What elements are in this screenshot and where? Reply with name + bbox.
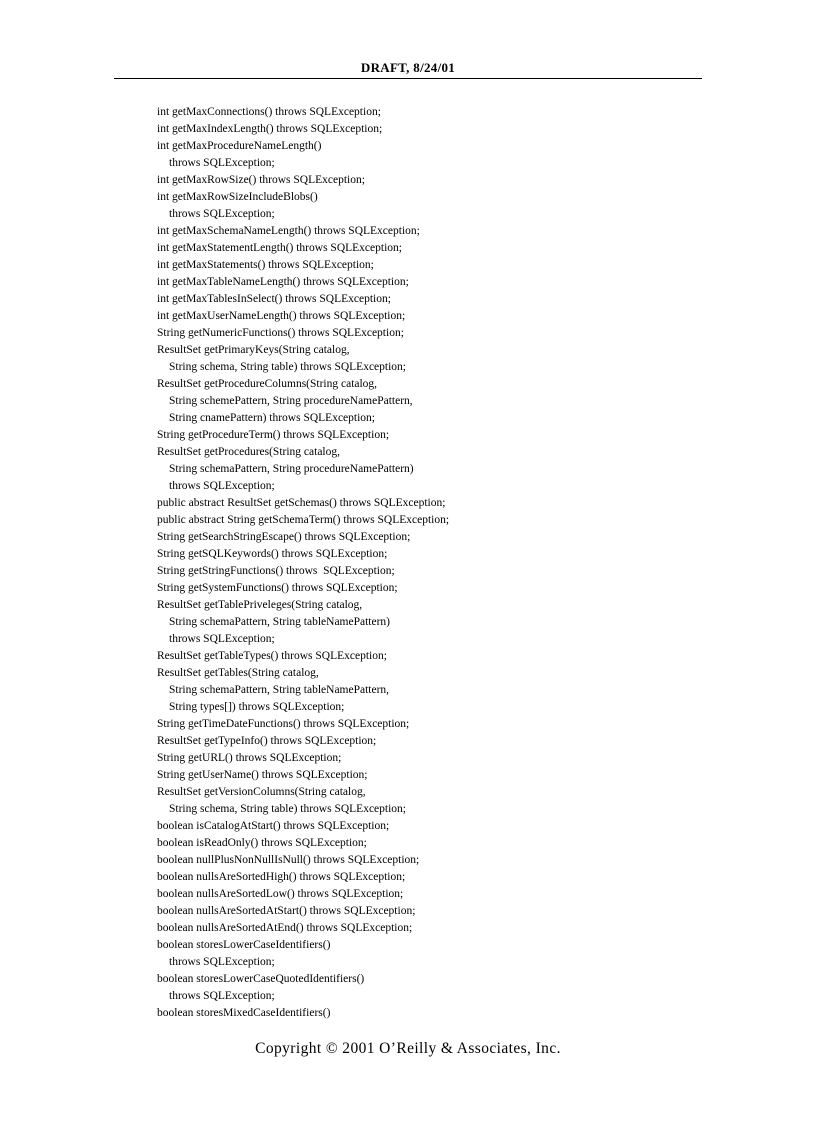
- code-line: int getMaxProcedureNameLength(): [157, 140, 322, 152]
- code-line: String getUserName() throws SQLException;: [157, 769, 368, 781]
- code-line: String schema, String table) throws SQLException;: [169, 361, 406, 373]
- code-line: String getNumericFunctions() throws SQLException;: [157, 327, 404, 339]
- code-line: String schema, String table) throws SQLException;: [169, 803, 406, 815]
- code-line: boolean isReadOnly() throws SQLException;: [157, 837, 367, 849]
- code-line: throws SQLException;: [169, 633, 275, 645]
- code-line: ResultSet getVersionColumns(String catalog,: [157, 786, 366, 798]
- code-line: String getStringFunctions() throws SQLException;: [157, 565, 395, 577]
- code-line: public abstract ResultSet getSchemas() throws SQLException;: [157, 497, 446, 509]
- code-line: boolean isCatalogAtStart() throws SQLException;: [157, 820, 390, 832]
- code-line: boolean storesLowerCaseQuotedIdentifiers(): [157, 973, 365, 985]
- code-line: int getMaxRowSize() throws SQLException;: [157, 174, 365, 186]
- code-line: throws SQLException;: [169, 157, 275, 169]
- code-line: int getMaxTableNameLength() throws SQLException;: [157, 276, 409, 288]
- header-draft-title: DRAFT, 8/24/01: [360, 60, 456, 75]
- code-line: int getMaxConnections() throws SQLException;: [157, 106, 381, 118]
- code-line: boolean nullsAreSortedAtStart() throws SQLException;: [157, 905, 416, 917]
- code-line: boolean storesMixedCaseIdentifiers(): [157, 1007, 331, 1019]
- code-line: String getSearchStringEscape() throws SQLException;: [157, 531, 411, 543]
- code-line: String cnamePattern) throws SQLException;: [169, 412, 376, 424]
- code-line: String types[]) throws SQLException;: [169, 701, 345, 713]
- code-line: ResultSet getProcedures(String catalog,: [157, 446, 341, 458]
- code-line: int getMaxSchemaNameLength() throws SQLException;: [157, 225, 420, 237]
- code-line: throws SQLException;: [169, 956, 275, 968]
- code-line: int getMaxStatementLength() throws SQLException;: [157, 242, 402, 254]
- code-line: String schemaPattern, String tableNamePattern): [169, 616, 390, 628]
- page-header: [0, 60, 816, 76]
- code-line: ResultSet getTables(String catalog,: [157, 667, 319, 679]
- code-line: String getProcedureTerm() throws SQLException;: [157, 429, 390, 441]
- code-line: String getTimeDateFunctions() throws SQLException;: [157, 718, 410, 730]
- code-line: ResultSet getTablePriveleges(String catalog,: [157, 599, 363, 611]
- code-line: String schemePattern, String procedureNamePattern,: [169, 395, 413, 407]
- code-line: ResultSet getTypeInfo() throws SQLException;: [157, 735, 377, 747]
- code-line: int getMaxIndexLength() throws SQLException;: [157, 123, 383, 135]
- code-line: String schemaPattern, String tableNamePattern,: [169, 684, 390, 696]
- code-line: throws SQLException;: [169, 208, 275, 220]
- code-line: String getSystemFunctions() throws SQLException;: [157, 582, 398, 594]
- code-line: String getURL() throws SQLException;: [157, 752, 342, 764]
- code-line: ResultSet getTableTypes() throws SQLException;: [157, 650, 387, 662]
- code-line: ResultSet getProcedureColumns(String catalog,: [157, 378, 378, 390]
- code-line: throws SQLException;: [169, 480, 275, 492]
- code-line: public abstract String getSchemaTerm() throws SQLException;: [157, 514, 450, 526]
- code-line: throws SQLException;: [169, 990, 275, 1002]
- code-line: ResultSet getPrimaryKeys(String catalog,: [157, 344, 350, 356]
- code-listing: [157, 104, 637, 1022]
- code-line: boolean nullsAreSortedAtEnd() throws SQLException;: [157, 922, 413, 934]
- code-line: String schemaPattern, String procedureNamePattern): [169, 463, 414, 475]
- header-rule: [114, 78, 702, 79]
- code-line: boolean nullsAreSortedLow() throws SQLException;: [157, 888, 404, 900]
- code-line: int getMaxUserNameLength() throws SQLException;: [157, 310, 406, 322]
- code-line: boolean nullPlusNonNullIsNull() throws SQLException;: [157, 854, 420, 866]
- code-line: int getMaxRowSizeIncludeBlobs(): [157, 191, 318, 203]
- code-line: int getMaxStatements() throws SQLException;: [157, 259, 374, 271]
- code-line: String getSQLKeywords() throws SQLException;: [157, 548, 388, 560]
- footer-copyright: Copyright © 2001 O’Reilly & Associates, Inc.: [255, 1040, 561, 1057]
- code-line: boolean storesLowerCaseIdentifiers(): [157, 939, 331, 951]
- page-footer: [0, 1040, 816, 1058]
- code-line: boolean nullsAreSortedHigh() throws SQLException;: [157, 871, 406, 883]
- code-line: int getMaxTablesInSelect() throws SQLException;: [157, 293, 391, 305]
